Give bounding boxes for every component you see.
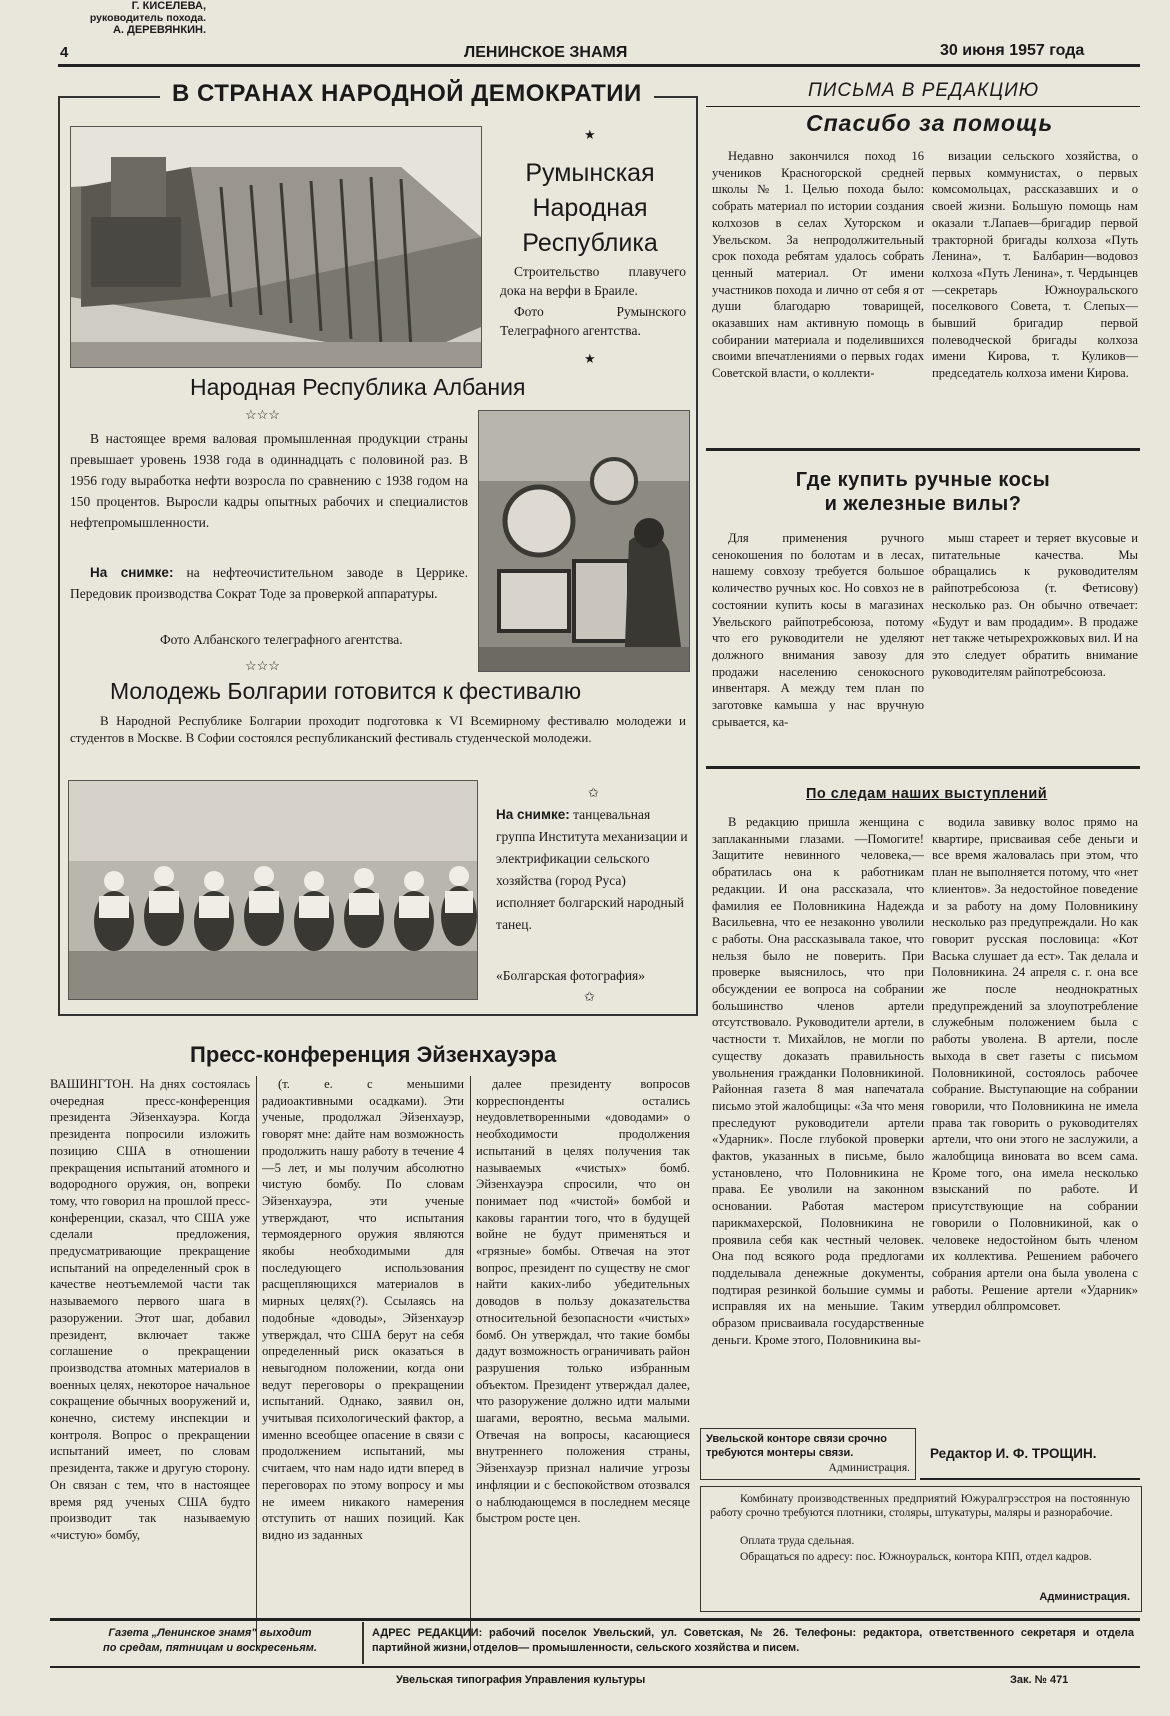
photo-caption-text: танцевальная группа Института механизации и электрификации сельского хозяйства (город Руса) исполняет болгарский народный танец. <box>496 807 688 932</box>
photo-label: На снимке: <box>90 565 174 580</box>
address-text: рабочий поселок Увельский, ул. Советская, № 26. Телефоны: редактора, ответственного секретаря и отдела партийной жизни, отделов— промышленности, сельского хозяйства и писем. <box>372 1627 1134 1654</box>
ad-construction-contact: Обращаться по адресу: пос. Южноуральск, контора КПП, отдел кадров. <box>740 1551 1092 1563</box>
albania-credit: Фото Албанского телеграфного агентства. <box>160 632 403 647</box>
scythes-title-line1: Где купить ручные косы <box>795 469 1051 491</box>
article-text: водила завивку волос прямо на квартире, присваивая себе деньги и все время жаловалась при этом, что план не выполняется потому, что «нет клиентов». За недостойное поведение и за работу на дому Половникину несколько раз предупреждали. Но как говорит русская пословица: «Кот Васька слушает да ест». Так делала и Половникина. 24 апреля с. г. она все же после неоднократных предупреждений за злоупотребление служебным положением была с работы уволена. В артели, после выхода в свет газеты с письмом Половникиной, состоялось рабочее собрание. Выступающие на собрании говорили, что Половникина не имела права так говорить о руководителях артели, что они этого не заслужили, а жалобщица виновата во всем сама. Кроме того, она имела несколько взысканий по работе. И присутствующие на собрании говорили о Половникиной, как о человеке недостойном быть членом их коллектива. Решением рабочего собрания артели она была уволена с работы. Решение артели «Ударник» утвердил облпромсовет. <box>932 815 1138 1314</box>
ad-construction-text: Комбинату производственных предприятий Южуралгрэсстроя на постоянную работу срочно требуются плотники, столяры, штукатуры, маляры и разнорабочие. <box>710 1493 1130 1519</box>
letters-column-2 <box>932 148 1138 418</box>
schedule-line2: по средам, пятницам и воскресеньям. <box>103 1642 317 1654</box>
printer-name: Увельская типография Управления культуры <box>396 1674 646 1686</box>
eisenhower-title: Пресс-конференция Эйзенхауэра <box>190 1042 557 1067</box>
masthead-rule <box>58 64 1140 67</box>
issue-date: 30 июня 1957 года <box>940 42 1085 59</box>
photo-caption-text: на нефтеочистительном заводе в Церрике. Передовик производства Сократ Тоде за проверкой аппаратуры. <box>70 565 469 601</box>
column-rule <box>470 1076 471 1650</box>
section-rule <box>920 1478 1140 1480</box>
floating-dock-photo <box>70 126 482 368</box>
bulgaria-photo-caption <box>496 804 688 936</box>
editorial-address <box>372 1626 1134 1656</box>
followup-column-1 <box>712 814 924 1424</box>
article-text: визации сельского хозяйства, о первых коммунистах, о первых комсомольцах, рассказавших и о своей жизни. Большую помощь нам оказали т.Лапаев—бригадир первой тракторной бригады колхоза «Путь Ленина», т. Балбарин—водовоз колхоза «Путь Ленина», т. Чердынцев—секретарь Южноуральского поселкового Совета, т. Слепых—бывший бригадир первой полеводческой бригады колхоза имени Кирова, т. Куликов—председатель колхоза имени Кирова. <box>932 149 1138 381</box>
ad-telecom-line1: Увельской конторе связи срочно <box>706 1433 887 1445</box>
article-text: (т. е. с меньшими радиоактивными осадками). Эти ученые, продолжал Эйзенхауэр, говорят мне: дайте нам возможность продолжить нашу работу в течение 4—5 лет, и мы получим абсолютно чистую бомбу. По словам Эйзенхауэра, эти ученые утверждают, что испытания термоядерного оружия являются якобы необходимыми для последующего использования расщепляющихся материалов в мирных целях(?). Ссылаясь на подобные «доводы», Эйзенхауэр утверждал, что США берут на себя определенный риск оказаться в невыгодном положении, когда они ведут переговоры о прекращении испытаний. Однако, заявил он, учитывая психологический фактор, а именно всеобщее опасение в связи с продолжением испытаний, мы считаем, что нам надо идти вперед в переговорах по этому вопросу и мы не имеем никакого намерения отступить от наших позиций. Как видно из заданных <box>262 1077 464 1542</box>
schedule-line1: Газета „Ленинское знамя" выходит <box>108 1627 312 1639</box>
ad-construction-pay: Оплата труда сдельная. <box>740 1535 855 1547</box>
scythes-title <box>706 468 1140 516</box>
letters-section-heading: ПИСЬМА В РЕДАКЦИЮ <box>808 80 1040 101</box>
article-text: ВАШИНГТОН. На днях состоялась очередная пресс-конференция президента Эйзенхауэра. Когда президента попросили изложить позицию США в отношении прекращения испытаний атомного и водородного оружия, он, вопреки тому, что говорил на прошлой пресс-конференции, сказал, что США уже сделали предложения, предусматривающие прекращение испытаний на определенный срок в качестве неотъемлемой части так называемого первого шага в разоружении. Этот шаг, добавил президент, включает также соглашение о прекращении производства атомных материалов в военных целях, некоторое начальное сокращение обычных вооружений и, конечно, систему инспекции и контроля. Вопрос о прекращении испытаний имеет, по словам президента, также и другую сторону. Он связан с тем, что в настоящее время ряд ученых США будто производит так называемую «чистую» бомбу, <box>50 1077 250 1542</box>
romania-credit: Фото Румынского Телеграфного агентства. <box>500 304 686 338</box>
bulgarian-dancers-image <box>69 781 477 999</box>
article-text: Для применения ручного сенокошения по болотам и в лесах, нашему совхозу требуется большое количество ручных кос. Но совхоз не в состоянии купить косы в магазинах Увельского райпотребсоюза, потому что его руководители не уделяют должного внимания завозу для продажи населению сенокосного инвентаря. А между тем план по заготовке камыша у нас вручную срывается, ка- <box>712 531 924 729</box>
page-number: 4 <box>60 44 69 61</box>
bulgaria-title: Молодежь Болгарии готовится к фестивалю <box>110 678 582 704</box>
albania-title: Народная Республика Албания <box>190 374 526 400</box>
letters-signature-role: руководитель похода. <box>89 12 206 24</box>
star-ornament: ✩ <box>584 990 595 1005</box>
ad-telecom-signature: Администрация. <box>828 1462 910 1474</box>
followup-title: По следам наших выступлений <box>806 786 1048 802</box>
albania-stars: ☆☆☆ <box>245 407 280 422</box>
albania-body: В настоящее время валовая промышленная продукции страны превышает уровень 1938 года в одиннадцать с половиной раз. В 1956 году выработка нефти возросла по сравнению с 1938 годом на 150 процентов. Выросли кадры опытных рабочих и специалистов нефтепромышленности. <box>70 431 468 530</box>
column-rule <box>362 1622 364 1664</box>
bulgarian-dancers-photo <box>68 780 478 1000</box>
article-text: В редакцию пришла женщина с заплаканными глазами. —Помогите! Защитите невинного человека,—обратилась она к работникам редакции. И она рассказала, что фамилия ее Половникина Надежда Васильевна, что ее незаконно уволили с работы. Она рассказывала такое, что нельзя было не поверить. При проверке выяснилось, что при обсуждении ее вопроса на собрании большинство членов артели отсутствовало. Руководители артели, в частности т. Михайлов, не могли по существу доказать правильность увольнения гражданки Половникиной. Районная газета 8 мая напечатала письмо этой жалобщицы: «За что меня преследуют руководители артели «Ударник». После глубокой проверки фактов, указанных в письме, было установлено, что Половникина не права. Ее уволили на законном основании. Работая мастером парикмахерской, Половникина не проявила себя как честный человек. Она под всякого рода предлогами подделывала денежные документы, подтирая резинкой большие суммы и исправляя их на меньшие. Таким образом присваивала государственные деньги. Кроме этого, Половникина вы- <box>712 815 924 1347</box>
bulgaria-body: В Народной Республике Болгарии проходит подготовка к VI Всемирному фестивалю молодежи и студентов в Москве. В Софии состоялся республиканский фестиваль студенческой молодежи. <box>70 713 686 745</box>
star-ornament: ★ <box>584 352 596 367</box>
photo-label: На снимке: <box>496 807 570 822</box>
romania-title <box>500 156 680 261</box>
scythes-column-2 <box>932 530 1138 740</box>
section-rule <box>706 106 1140 107</box>
followup-column-2 <box>932 814 1138 1424</box>
albania-photo-caption <box>70 562 468 604</box>
bulgaria-stars: ☆☆☆ <box>245 658 280 673</box>
section-rule <box>706 448 1140 451</box>
column-rule <box>256 1076 257 1650</box>
footer-rule <box>50 1618 1140 1621</box>
article-text: мыш стареет и теряет вкусовые и питательные качества. Мы обращались к руководителям райпотребсоюза (т. Фетисову) несколько раз. Он обычно отвечает: «Будут и вам продадим». В продаже нет также четырехрожковых вил. И на это следует обратить внимание руководителям райпотребсоюза. <box>932 531 1138 679</box>
democracy-heading: В СТРАНАХ НАРОДНОЙ ДЕМОКРАТИИ <box>160 80 654 108</box>
letters-column-1 <box>712 148 924 438</box>
section-rule <box>706 766 1140 769</box>
paper-name: ЛЕНИНСКОЕ ЗНАМЯ <box>464 44 628 61</box>
scythes-title-line2: и железные вилы? <box>824 493 1022 515</box>
bulgaria-credit: «Болгарская фотография» <box>496 968 646 983</box>
romania-title-line1: Румынская <box>525 159 655 187</box>
eisenhower-column-1 <box>50 1076 250 1652</box>
article-text: далее президенту вопросов корреспонденты остались неудовлетворенными «доводами» о необходимости продолжения испытаний в целях получения так называемых «чистых» бомб. Эйзенхауэра спросили, что он понимает под «чистой» бомбой и каковы гарантии того, что в будущей войне не будут применяться и «грязные» бомбы. Отвечая на этот вопрос, президент по существу не смог найти каких-либо убедительных доводов в пользу доказательства относительной безопасности «чистых» бомб. Он утверждал, что такие бомбы дадут возможность ограничивать район разрушения только избранным объектом. Президент утверждал далее, что разоружение должно идти малыми шагами, вероятно, весьма малыми. Отвечая на вопросы, касающиеся внутреннего положения страны, Эйзенхауэр признал наличие угрозы инфляции и с беспокойством отозвался о наблюдающемся в последнем месяце быстром росте цен. <box>476 1077 690 1526</box>
star-ornament: ✩ <box>588 786 599 801</box>
romania-title-line3: Республика <box>522 229 658 257</box>
oil-refinery-image <box>479 411 689 671</box>
order-number: Зак. № 471 <box>1010 1674 1069 1686</box>
address-label: АДРЕС РЕДАКЦИИ: <box>372 1627 483 1639</box>
ad-construction-signature: Администрация. <box>1039 1591 1130 1603</box>
publication-schedule <box>60 1626 360 1656</box>
ad-telecom-line2: требуются монтеры связи. <box>706 1447 854 1459</box>
footer-rule <box>50 1666 1140 1668</box>
scythes-signature: А. ДЕРЕВЯНКИН. <box>112 24 206 36</box>
star-ornament: ★ <box>584 128 596 143</box>
editor-name: Редактор И. Ф. ТРОЩИН. <box>930 1446 1097 1461</box>
letters-title: Спасибо за помощь <box>806 110 1054 136</box>
romania-title-line2: Народная <box>532 194 648 222</box>
eisenhower-column-2 <box>262 1076 464 1652</box>
romania-caption: Строительство плавучего дока на верфи в Браиле. <box>500 264 686 298</box>
article-text: Недавно закончился поход 16 учеников Красногорской средней школы № 1. Целью похода было: собрать материал по истории создания колхозов в селах Хуторском и Увельском. За непродолжительный срок похода ребятам удалось собрать ценный материал. От имени участников похода и лично от себя я от души благодарю товарищей, оказавших нам активную помощь в собирании материала и поделившихся своими впечатлениями о первых годах Советской власти, о коллекти- <box>712 149 924 381</box>
floating-dock-image <box>71 127 481 367</box>
oil-refinery-photo <box>478 410 690 672</box>
scythes-column-1 <box>712 530 924 760</box>
letters-signature: Г. КИСЕЛЕВА, <box>131 0 206 12</box>
eisenhower-column-3 <box>476 1076 690 1652</box>
